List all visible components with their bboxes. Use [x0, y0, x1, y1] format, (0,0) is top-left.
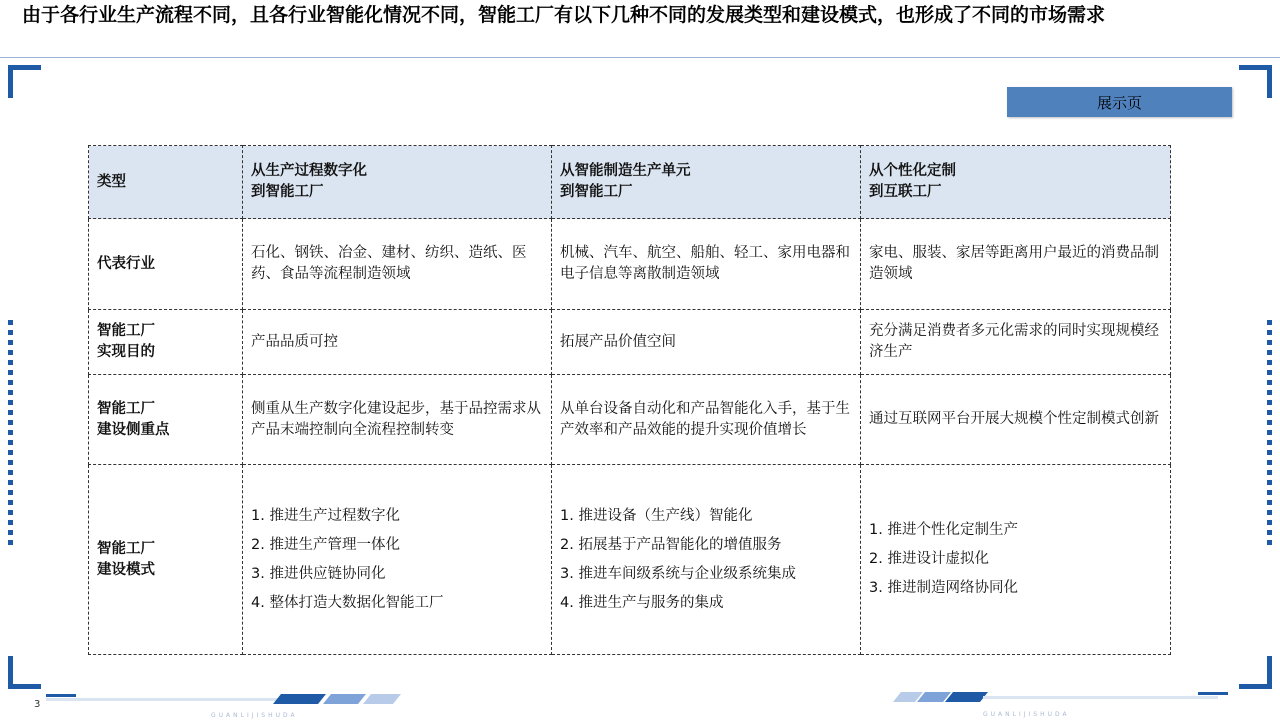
table-cell: 机械、汽车、航空、船舶、轻工、家用电器和电子信息等离散制造领域: [552, 219, 861, 310]
factory-types-table: [88, 145, 1171, 655]
header-line: 从智能制造生产单元: [560, 163, 691, 179]
table-cell: [243, 465, 552, 655]
title-divider: [0, 57, 1280, 58]
footer-decoration-right: [893, 692, 1233, 718]
table-row: [89, 310, 1171, 375]
table-cell: 通过互联网平台开展大规模个性定制模式创新: [861, 375, 1171, 465]
table-row: [89, 465, 1171, 655]
table-cell: 石化、钢铁、冶金、建材、纺织、造纸、医药、食品等流程制造领域: [243, 219, 552, 310]
side-stripe-left: [8, 320, 13, 545]
list-item: 1. 推进生产过程数字化: [251, 507, 400, 524]
row-label-line: 建设模式: [97, 561, 155, 578]
list-item: 3. 推进供应链协同化: [251, 565, 386, 582]
row-label: [89, 219, 243, 310]
list-item: 1. 推进设备（生产线）智能化: [560, 507, 753, 524]
row-label-line: 智能工厂: [97, 400, 155, 417]
list-item: 4. 推进生产与服务的集成: [560, 594, 724, 611]
header-line: 从个性化定制: [869, 163, 956, 179]
header-line: 类型: [97, 173, 126, 190]
corner-bracket-top-right: [1239, 65, 1272, 98]
table-cell: 拓展产品价值空间: [552, 310, 861, 375]
row-label-line: 智能工厂: [97, 540, 155, 557]
step-list: [251, 502, 543, 618]
header-cell: [243, 146, 552, 219]
table-cell: 充分满足消费者多元化需求的同时实现规模经济生产: [861, 310, 1171, 375]
table-cell: 从单台设备自动化和产品智能化入手，基于生产效率和产品效能的提升实现价值增长: [552, 375, 861, 465]
footer-decor-text-left: GUANLIJISHUDA: [211, 712, 298, 719]
list-item: 1. 推进个性化定制生产: [869, 522, 1018, 538]
row-label-line: 代表行业: [97, 255, 155, 272]
header-cell: [89, 146, 243, 219]
display-page-badge: 展示页: [1007, 87, 1232, 117]
page-number: 3: [34, 699, 41, 710]
table-cell: [861, 465, 1171, 655]
row-label: [89, 375, 243, 465]
table-cell: [552, 465, 861, 655]
row-label-line: 实现目的: [97, 344, 155, 360]
list-item: 4. 整体打造大数据化智能工厂: [251, 594, 444, 611]
table-header-row: [89, 146, 1171, 219]
header-line: 到互联工厂: [869, 184, 942, 200]
table-cell: 家电、服装、家居等距离用户最近的消费品制造领域: [861, 219, 1171, 310]
footer-decoration-left: [46, 693, 411, 719]
header-line: 到智能工厂: [251, 184, 324, 200]
step-list: [869, 516, 1162, 603]
list-item: 3. 推进制造网络协同化: [869, 580, 1018, 596]
corner-bracket-bottom-left: [8, 656, 41, 689]
footer-stripe-graphic: [893, 692, 1233, 708]
header-cell: [861, 146, 1171, 219]
side-stripe-right: [1267, 320, 1272, 545]
row-label-line: 智能工厂: [97, 323, 155, 339]
list-item: 2. 推进生产管理一体化: [251, 536, 400, 553]
row-label: [89, 310, 243, 375]
row-label: [89, 465, 243, 655]
table-row: [89, 375, 1171, 465]
page-title: 由于各行业生产流程不同，且各行业智能化情况不同，智能工厂有以下几种不同的发展类型和建设模式，也形成了不同的市场需求: [22, 4, 1106, 26]
footer-stripe-graphic: [46, 694, 411, 708]
table-row: [89, 219, 1171, 310]
list-item: 2. 推进设计虚拟化: [869, 551, 989, 567]
step-list: [560, 502, 852, 618]
header-cell: [552, 146, 861, 219]
list-item: 2. 拓展基于产品智能化的增值服务: [560, 536, 782, 553]
footer-decor-text-right: GUANLIJISHUDA: [983, 711, 1070, 718]
row-label-line: 建设侧重点: [97, 421, 170, 438]
list-item: 3. 推进车间级系统与企业级系统集成: [560, 565, 796, 582]
table-cell: 侧重从生产数字化建设起步，基于品控需求从产品末端控制向全流程控制转变: [243, 375, 552, 465]
header-line: 到智能工厂: [560, 184, 633, 200]
corner-bracket-bottom-right: [1239, 656, 1272, 689]
corner-bracket-top-left: [8, 65, 41, 98]
table-cell: 产品品质可控: [243, 310, 552, 375]
header-line: 从生产过程数字化: [251, 163, 367, 179]
